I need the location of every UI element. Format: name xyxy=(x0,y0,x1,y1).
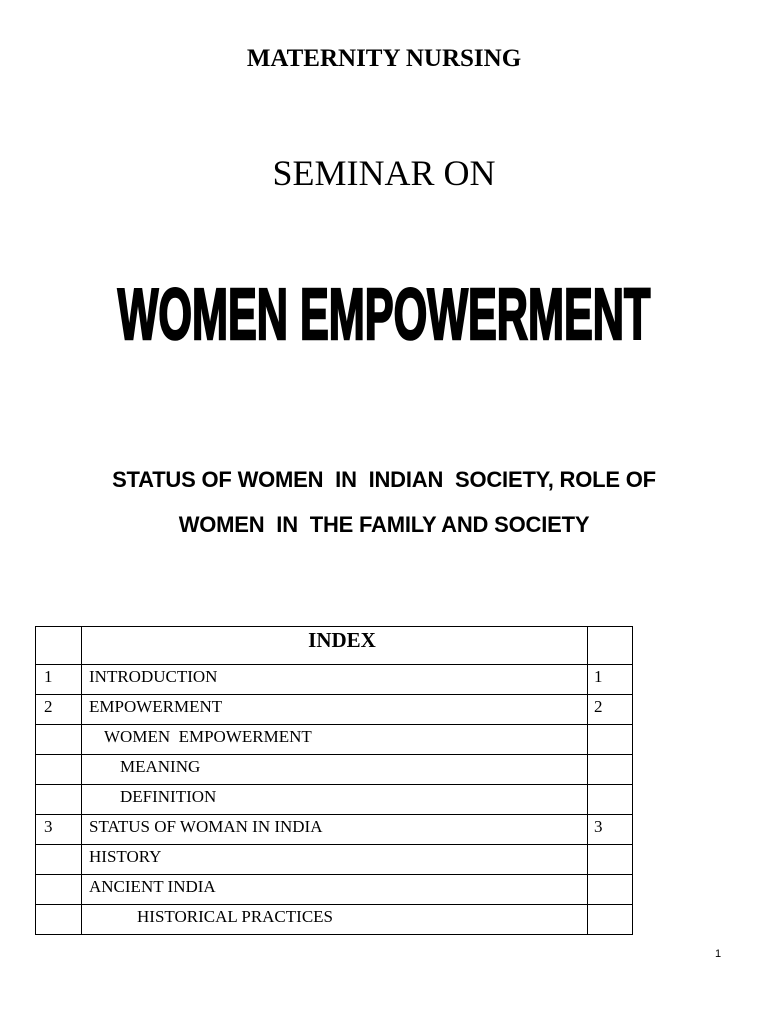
index-row xyxy=(36,755,633,785)
index-row-number xyxy=(36,725,82,755)
index-header-row xyxy=(36,627,633,665)
index-row xyxy=(36,695,633,725)
index-row-page xyxy=(588,905,633,935)
index-row xyxy=(36,665,633,695)
course-name: MATERNITY NURSING xyxy=(246,45,522,72)
index-row-page xyxy=(588,845,633,875)
index-row-number: 1 xyxy=(36,665,82,695)
page-number: 1 xyxy=(715,948,722,960)
index-row-page xyxy=(588,755,633,785)
index-header-blank-cell xyxy=(36,627,82,665)
index-table xyxy=(35,626,633,935)
index-header-blank-cell xyxy=(588,627,633,665)
index-row xyxy=(36,785,633,815)
index-row-topic: ANCIENT INDIA xyxy=(82,875,588,905)
index-row-number xyxy=(36,875,82,905)
index-row-number: 2 xyxy=(36,695,82,725)
index-row xyxy=(36,875,633,905)
index-row xyxy=(36,815,633,845)
index-row xyxy=(36,725,633,755)
index-heading: INDEX xyxy=(82,627,588,665)
seminar-title: WOMEN EMPOWERMENT xyxy=(117,275,651,355)
index-row-number xyxy=(36,755,82,785)
subtitle-line-1: STATUS OF WOMEN IN INDIAN SOCIETY, ROLE OF xyxy=(112,467,656,492)
index-row-topic: MEANING xyxy=(82,755,588,785)
title-block xyxy=(0,275,768,355)
index-row-number: 3 xyxy=(36,815,82,845)
index-row-topic: HISTORICAL PRACTICES xyxy=(82,905,588,935)
index-row xyxy=(36,845,633,875)
index-row-page xyxy=(588,725,633,755)
index-row-topic: HISTORY xyxy=(82,845,588,875)
index-row-page: 2 xyxy=(588,695,633,725)
index-row-page xyxy=(588,875,633,905)
index-row-topic: EMPOWERMENT xyxy=(82,695,588,725)
index-row-number xyxy=(36,785,82,815)
seminar-label: SEMINAR ON xyxy=(272,153,496,193)
index-row-topic: DEFINITION xyxy=(82,785,588,815)
index-row-number xyxy=(36,905,82,935)
index-row-page: 1 xyxy=(588,665,633,695)
index-row-topic: INTRODUCTION xyxy=(82,665,588,695)
subtitle-line-2: WOMEN IN THE FAMILY AND SOCIETY xyxy=(178,512,590,537)
index-row-page xyxy=(588,785,633,815)
index-row-page: 3 xyxy=(588,815,633,845)
index-row xyxy=(36,905,633,935)
index-row-number xyxy=(36,845,82,875)
index-row-topic: WOMEN EMPOWERMENT xyxy=(82,725,588,755)
index-row-topic: STATUS OF WOMAN IN INDIA xyxy=(82,815,588,845)
